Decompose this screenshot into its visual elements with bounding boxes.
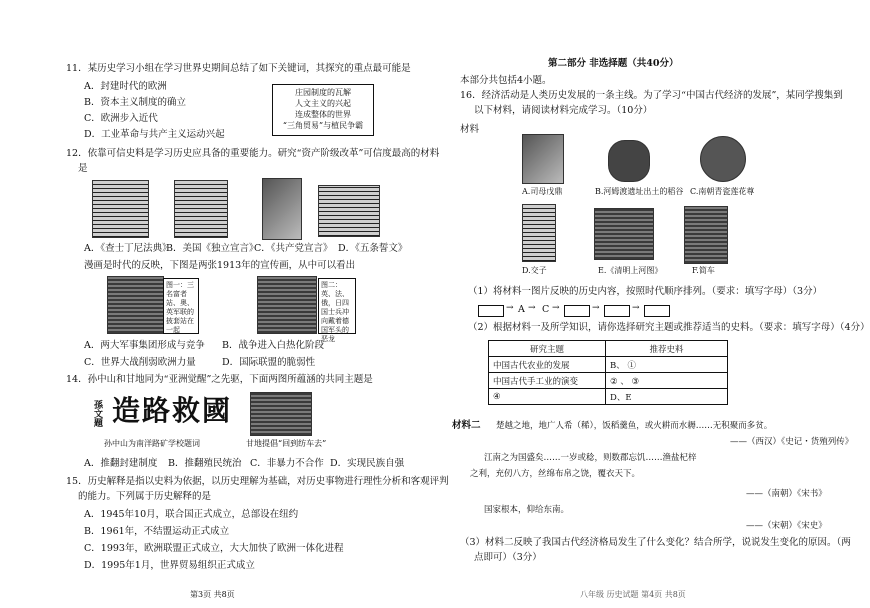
image-a-caption: A.司母戊鼎	[522, 187, 563, 196]
q16-part3-1: （3）材料二反映了我国古代经济格局发生了什么变化？结合所学，说说发生变化的原因。（两	[460, 537, 851, 548]
seq-arrow-4: →	[592, 303, 600, 313]
table-cell: 中国古代农业的发展	[489, 357, 606, 373]
q13-option-d: D．国际联盟的脆弱性	[222, 357, 316, 368]
q11-keyword-2: 人文主义的兴起	[295, 99, 351, 108]
q14-stem: 14．孙中山和甘地同为“亚洲觉醒”之先驱，下面两图所蕴涵的共同主题是	[66, 374, 373, 385]
image-a-ding	[522, 134, 564, 184]
q11-keyword-3: 连成整体的世界	[295, 110, 351, 119]
table-header-sources: 推荐史料	[606, 341, 728, 357]
q16-stem-1: 16．经济活动是人类历史发展的一条主线。为了学习“中国古代经济的发展”，某同学搜集到	[460, 90, 843, 101]
q12-option-b: B．美国《独立宣言》	[166, 243, 259, 254]
seq-box-1[interactable]	[478, 305, 504, 317]
table-cell[interactable]: ④	[489, 389, 606, 405]
q15-stem-1: 15．历史解释是指以史料为依据，以历史理解为基础，对历史事物进行理性分析和客观评判	[66, 476, 449, 487]
seq-letter-a: A	[518, 304, 525, 315]
q16-part2: （2）根据材料一及所学知识，请你选择研究主题或推荐适当的史料。（要求：填写字母）（4分）	[468, 322, 870, 333]
q16-part1: （1）将材料一图片反映的历史内容，按照时代顺序排列。（要求：填写字母）（3分）	[468, 286, 823, 297]
q15-option-c: C．1993年，欧洲联盟正式成立，大大加快了欧洲一体化进程	[84, 543, 344, 554]
seq-arrow-3: →	[552, 303, 560, 313]
q15-option-d: D．1995年1月，世界贸易组织正式成立	[84, 560, 255, 571]
image-e-painting	[594, 208, 654, 260]
material-two-source-3: ——（宋朝）《宋史》	[746, 521, 827, 531]
q12-stem-2: 是	[78, 163, 88, 174]
material-two-line-4: 国家根本，仰给东南。	[484, 505, 570, 515]
q14-option-d: D．实现民族自强	[330, 458, 405, 469]
q14-caption-1: 孙中山为南洋路矿学校题词	[104, 439, 200, 448]
research-table	[488, 340, 728, 405]
q14-signature: 孫文題	[92, 400, 102, 427]
q11-option-c: C．欧洲步入近代	[84, 113, 158, 124]
q11-stem: 11．某历史学习小组在学习世界史期间总结了如下关键词，其探究的重点最可能是	[66, 63, 411, 74]
q13-cartoon-1	[107, 276, 164, 334]
image-b-rice	[608, 140, 650, 182]
q15-option-b: B．1961年，不结盟运动正式成立	[84, 526, 230, 537]
q13-fig1-caption-box	[163, 278, 199, 334]
table-cell: 中国古代手工业的演变	[489, 373, 606, 389]
image-c-caption: C.南朝青瓷莲花尊	[690, 187, 755, 196]
material-two-source-1: ——（西汉）《史记・货殖列传》	[730, 437, 854, 447]
material-two-label: 材料二	[452, 420, 481, 431]
table-cell[interactable]: ② 、 ③	[606, 373, 728, 389]
q15-stem-2: 的能力。下列属于历史解释的是	[78, 491, 212, 502]
material-two-source-2: ——（南朝）《宋书》	[746, 489, 827, 499]
image-b-caption: B.河姆渡遗址出土的稻谷	[595, 187, 684, 196]
table-row	[489, 373, 728, 389]
table-cell[interactable]: B、 ①	[606, 357, 728, 373]
q12-option-a: A．《查士丁尼法典》	[84, 243, 172, 254]
q15-option-a: A．1945年10月，联合国正式成立，总部设在纽约	[84, 509, 299, 520]
seq-arrow-5: →	[632, 303, 640, 313]
q13-cartoon-2	[257, 276, 317, 334]
q11-keyword-1: 庄园制度的瓦解	[295, 88, 351, 97]
table-row	[489, 389, 728, 405]
seq-box-2[interactable]	[564, 305, 590, 317]
q13-option-c: C．世界大战削弱欧洲力量	[84, 357, 196, 368]
q12-image-c	[262, 178, 302, 240]
q14-caption-2: 甘地提倡“回到纺车去”	[246, 439, 327, 448]
right-footer: 八年级 历史试题 第4页 共8页	[580, 590, 686, 599]
q13-option-a: A．两大军事集团形成与竞争	[84, 340, 205, 351]
seq-arrow-1: →	[506, 303, 514, 313]
seq-box-3[interactable]	[604, 305, 630, 317]
q16-part3-2: 点即可）（3分）	[474, 552, 542, 563]
q13-fig2-caption-box	[318, 278, 356, 343]
q16-stem-2: 以下材料，请阅读材料完成学习。（10分）	[474, 105, 653, 116]
table-cell: D、E	[606, 389, 728, 405]
image-c-vase	[700, 136, 746, 182]
part2-title: 第二部分 非选择题（共40分）	[548, 58, 679, 69]
q12-image-d	[318, 185, 380, 237]
table-header-topic: 研究主题	[489, 341, 606, 357]
q12-image-a	[92, 180, 149, 238]
q11-option-d: D．工业革命与共产主义运动兴起	[84, 129, 225, 140]
table-row	[489, 357, 728, 373]
image-e-caption: E.《清明上河图》	[598, 266, 663, 275]
q12-image-b	[174, 180, 228, 238]
q13-option-b: B．战争进入白热化阶段	[222, 340, 324, 351]
q11-option-a: A．封建时代的欧洲	[84, 81, 167, 92]
q13-fig1-caption: 图一：三名富者站、奥、英军联的披套站在一起	[166, 281, 194, 334]
q12-stem-1: 12．依靠可信史料是学习历史应具备的重要能力。研究“资产阶级改革”可信度最高的材料	[66, 148, 440, 159]
right-page	[430, 0, 870, 608]
seq-arrow-2: →	[528, 303, 536, 313]
q14-option-a: A．推翻封建制度	[84, 458, 158, 469]
material-two-line-2: 江南之为国盛矣……一岁或稔，则数郡忘饥……渔盐杞梓	[484, 453, 697, 463]
part2-note: 本部分共包括4小题。	[460, 75, 552, 86]
image-d-caption: D.交子	[522, 266, 547, 275]
q11-keyword-4: “三角贸易”与植民争霸	[282, 121, 364, 130]
image-f-caption: F.简车	[692, 266, 715, 275]
q14-gandhi-photo	[250, 392, 312, 436]
material-two-line-3: 之利，充仞八方，丝绵布帛之饶，覆衣天下。	[470, 469, 641, 479]
material-two-line-1: 楚越之地，地广人希（稀），饭稻羹鱼，或火耕而水耨……无积聚而多贫。	[496, 421, 773, 431]
seq-box-4[interactable]	[644, 305, 670, 317]
q14-option-c: C．非暴力不合作	[250, 458, 324, 469]
image-d-jiaozi	[522, 204, 556, 262]
material-label: 材料	[460, 124, 480, 135]
q13-fig2-caption: 图二：英、法、俄，日四国士兵冲向戴着德国军头的恶龙	[321, 281, 349, 343]
q11-keyword-box	[272, 84, 374, 136]
seq-letter-c: C	[542, 304, 550, 315]
q11-option-b: B．资本主义制度的确立	[84, 97, 186, 108]
q12-option-d: D．《五条誓文》	[338, 243, 408, 254]
left-footer: 第3页 共8页	[190, 590, 235, 599]
q14-option-b: B．推翻殖民统治	[168, 458, 242, 469]
q14-calligraphy: 造路救國	[112, 394, 233, 427]
q13-stem: 漫画是时代的反映，下图是两张1913年的宣传画，从中可以看出	[84, 260, 356, 271]
q12-option-c: C．《共产党宣言》	[254, 243, 333, 254]
image-f-waterwheel	[684, 206, 728, 264]
table-header-row	[489, 341, 728, 357]
